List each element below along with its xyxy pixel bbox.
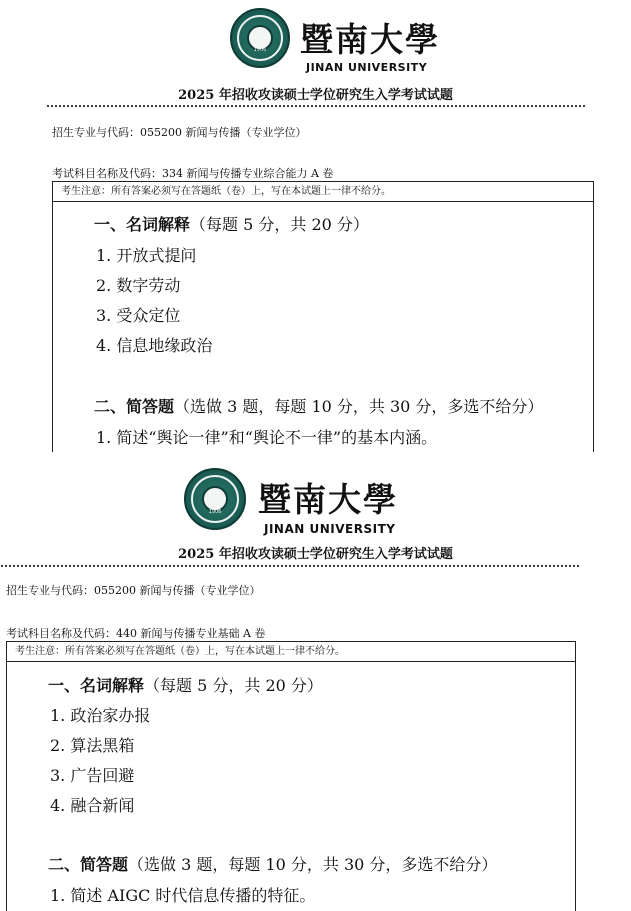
- section-heading-short-answer: 二、简答题（选做 3 题，每题 10 分，共 30 分，多选不给分）: [94, 397, 544, 416]
- term-item: 2. 算法黑箱: [50, 736, 135, 755]
- section-heading-definitions: 一、名词解释（每题 5 分，共 20 分）: [94, 215, 369, 234]
- term-item: 3. 广告回避: [50, 766, 135, 785]
- subject-name-and-code: 考试科目名称及代码：334 新闻与传播专业综合能力 A 卷: [52, 167, 334, 180]
- university-seal-icon: 1906: [184, 468, 246, 530]
- university-name-chinese: 暨南大學: [300, 20, 440, 59]
- subject-name-and-code: 考试科目名称及代码：440 新闻与传播专业基础 A 卷: [6, 627, 266, 640]
- question-item: 1. 简述 AIGC 时代信息传播的特征。: [50, 886, 316, 905]
- term-item: 1. 开放式提问: [96, 246, 197, 265]
- university-logo: [230, 8, 460, 78]
- university-name-chinese: 暨南大學: [258, 480, 398, 519]
- university-logo: [184, 468, 414, 538]
- term-item: 4. 信息地缘政治: [96, 336, 213, 355]
- candidate-notice: 考生注意：所有答案必须写在答题纸（卷）上，写在本试题上一律不给分。: [7, 642, 575, 662]
- term-item: 1. 政治家办报: [50, 706, 151, 725]
- question-item: 1. 简述“舆论一律”和“舆论不一律”的基本内涵。: [96, 428, 438, 447]
- exam-title: 2025 年招收攻读硕士学位研究生入学考试试题: [178, 547, 453, 562]
- major-and-code: 招生专业与代码：055200 新闻与传播（专业学位）: [52, 126, 307, 139]
- university-name-english: JINAN UNIVERSITY: [306, 61, 428, 74]
- term-item: 4. 融合新闻: [50, 796, 135, 815]
- section-heading-definitions: 一、名词解释（每题 5 分，共 20 分）: [48, 676, 323, 695]
- star-divider: [46, 104, 586, 108]
- university-name-english: JINAN UNIVERSITY: [264, 522, 396, 536]
- university-seal-icon: 1906: [230, 8, 290, 68]
- exam-page-334: [0, 0, 631, 452]
- candidate-notice: 考生注意：所有答案必须写在答题纸（卷）上，写在本试题上一律不给分。: [53, 182, 593, 202]
- exam-page-440: [0, 452, 631, 911]
- star-divider: [0, 564, 580, 568]
- term-item: 3. 受众定位: [96, 306, 181, 325]
- term-item: 2. 数字劳动: [96, 276, 181, 295]
- section-heading-short-answer: 二、简答题（选做 3 题，每题 10 分，共 30 分，多选不给分）: [48, 855, 498, 874]
- major-and-code: 招生专业与代码：055200 新闻与传播（专业学位）: [6, 584, 261, 597]
- exam-title: 2025 年招收攻读硕士学位研究生入学考试试题: [178, 88, 453, 103]
